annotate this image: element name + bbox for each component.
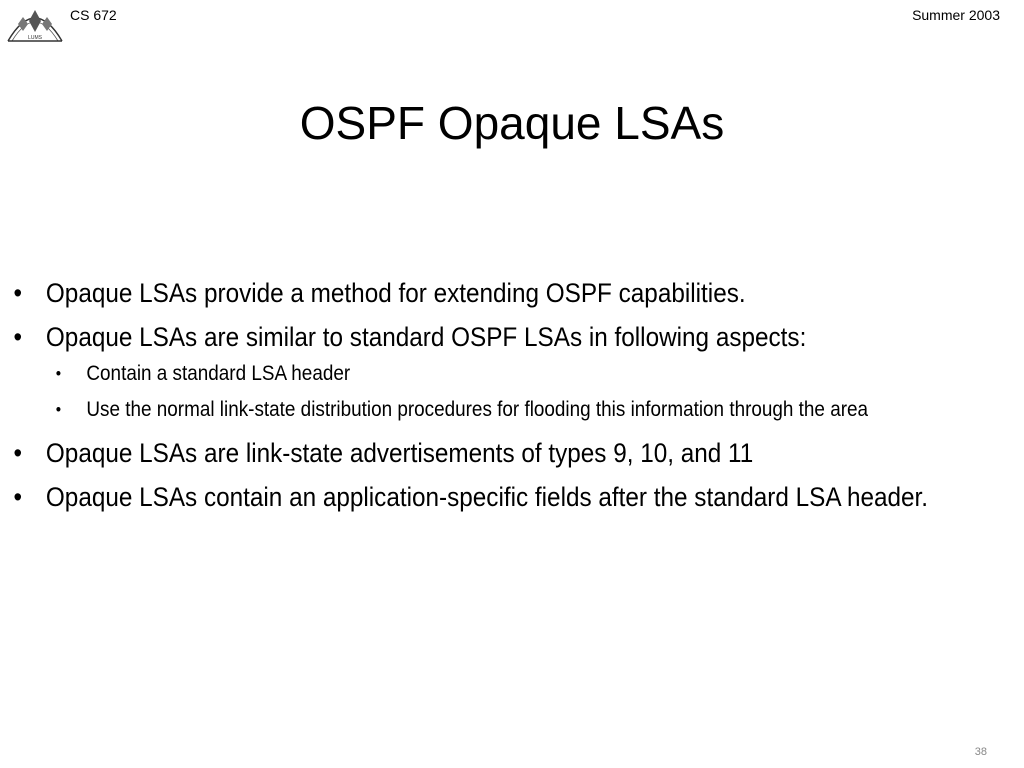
sub-bullet-item [0,395,981,425]
logo-text: LUMS [28,35,42,41]
bullet-dot: • [13,482,23,512]
course-label: CS 672 [70,7,117,23]
sub-bullet-text: Contain a standard LSA header [86,362,351,385]
bullet-dot: • [13,322,23,352]
bullet-item [0,438,1000,469]
bullet-item [0,278,1000,309]
bullet-text: Opaque LSAs are link-state advertisements of types 9, 10, and 11 [45,438,754,468]
sub-bullet-item [0,359,981,389]
bullet-item [0,322,1000,353]
bullet-text: Opaque LSAs are similar to standard OSPF LSAs in following aspects: [45,322,807,352]
bullet-text: Opaque LSAs contain an application-specific fields after the standard LSA header. [45,482,929,512]
term-label: Summer 2003 [912,7,1000,23]
sub-bullet-dot: • [55,400,62,419]
lums-logo-icon [6,1,64,45]
sub-bullet-text: Use the normal link-state distribution procedures for flooding this information through the area [86,398,869,421]
bullet-list [0,278,1024,513]
slide-title: OSPF Opaque LSAs [299,97,725,149]
bullet-dot: • [13,278,23,308]
bullet-item [0,482,1000,513]
bullet-dot: • [13,438,23,468]
page-number: 38 [974,746,987,758]
sub-bullet-dot: • [55,364,62,383]
bullet-text: Opaque LSAs provide a method for extending OSPF capabilities. [45,278,746,308]
